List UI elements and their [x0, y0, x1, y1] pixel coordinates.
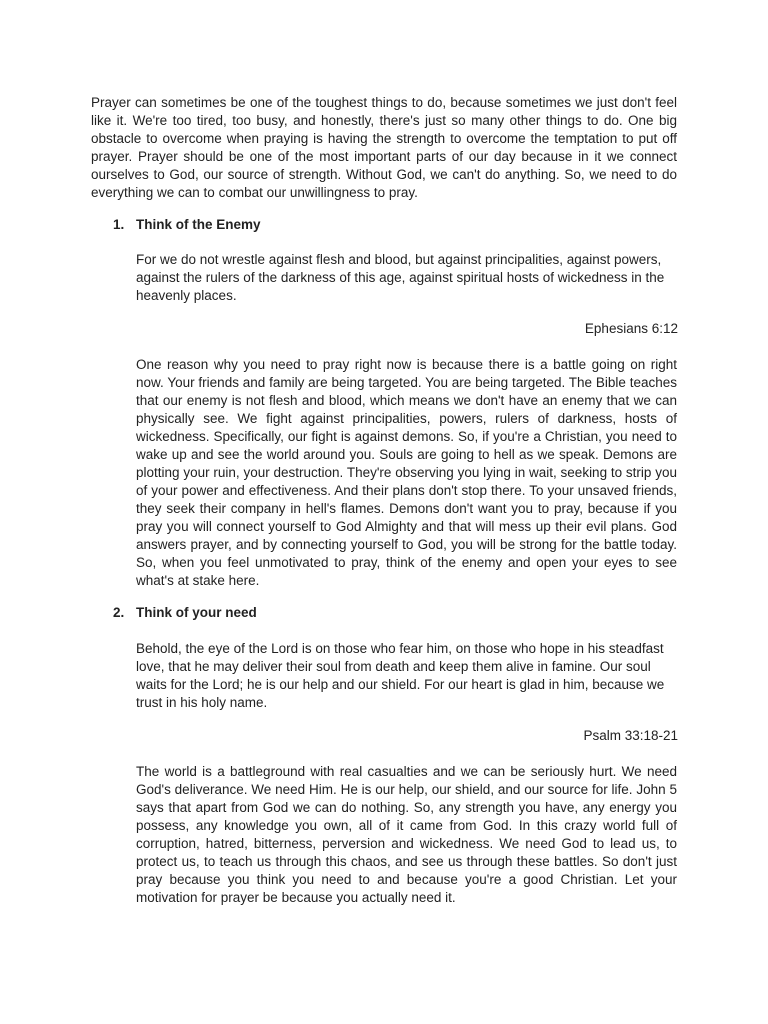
scripture-quote: For we do not wrestle against flesh and blood, but against principalities, against powers, against the rulers of the darkness of this age, against spiritual hosts of wickedness in the heavenly places. — [136, 252, 665, 303]
section-title: Think of your need — [136, 605, 257, 620]
section-body: One reason why you need to pray right now is because there is a battle going on right now. Your friends and family are being targeted. You are being targeted. The Bible teaches that our enemy is not flesh and blood, which means we don't have an enemy that we can physically see. We fight against principalities, powers, rulers of darkness, hosts of wickedness. Specifically, our fight is against demons. So, if you're a Christian, you need to wake up and see the world around you. Souls are going to hell as we speak. Demons are plotting your ruin, your destruction. They're observing you lying in wait, seeking to strip you of your power and effectiveness. And their plans don't stop there. To your unsaved friends, they seek their company in hell's flames. Demons don't want you to pray, because if you pray you will connect yourself to God Almighty and that will mess up their evil plans. God answers prayer, and by connecting yourself to God, you will be strong for the battle today. So, when you feel unmotivated to pray, think of the enemy and open your eyes to see what's at stake here. — [136, 357, 677, 588]
section-title: Think of the Enemy — [136, 217, 261, 232]
scripture-reference: Ephesians 6:12 — [584, 321, 678, 336]
scripture-reference: Psalm 33:18-21 — [583, 728, 678, 743]
section-heading-enemy — [113, 216, 261, 234]
section-body: The world is a battleground with real casualties and we can be seriously hurt. We need God's deliverance. We need Him. He is our help, our shield, and our source for life. John 5 says that apart from God we can do nothing. So, any strength you have, any energy you possess, any knowledge you own, all of it came from God. In this crazy world full of corruption, hatred, bitterness, perversion and wickedness. We need God to lead us, to protect us, to teach us through this chaos, and see us through these battles. So don't just pray because you think you need to and because you're a good Christian. Let your motivation for prayer be because you actually need it. — [136, 764, 677, 905]
scripture-quote: Behold, the eye of the Lord is on those who fear him, on those who hope in his steadfast love, that he may deliver their soul from death and keep them alive in famine. Our soul waits for the Lord; he is our help and our shield. For our heart is glad in him, because we trust in his holy name. — [136, 641, 665, 710]
section-number: 2. — [113, 605, 125, 620]
section-heading-need — [113, 604, 257, 622]
intro-paragraph: Prayer can sometimes be one of the toughest things to do, because sometimes we just don't feel like it. We're too tired, too busy, and honestly, there's just so many other things to do. One big obstacle to overcome when praying is having the strength to overcome the temptation to put off prayer. Prayer should be one of the most important parts of our day because in it we connect ourselves to God, our source of strength. Without God, we can't do anything. So, we need to do everything we can to combat our unwillingness to pray. — [91, 95, 677, 200]
section-number: 1. — [113, 217, 125, 232]
